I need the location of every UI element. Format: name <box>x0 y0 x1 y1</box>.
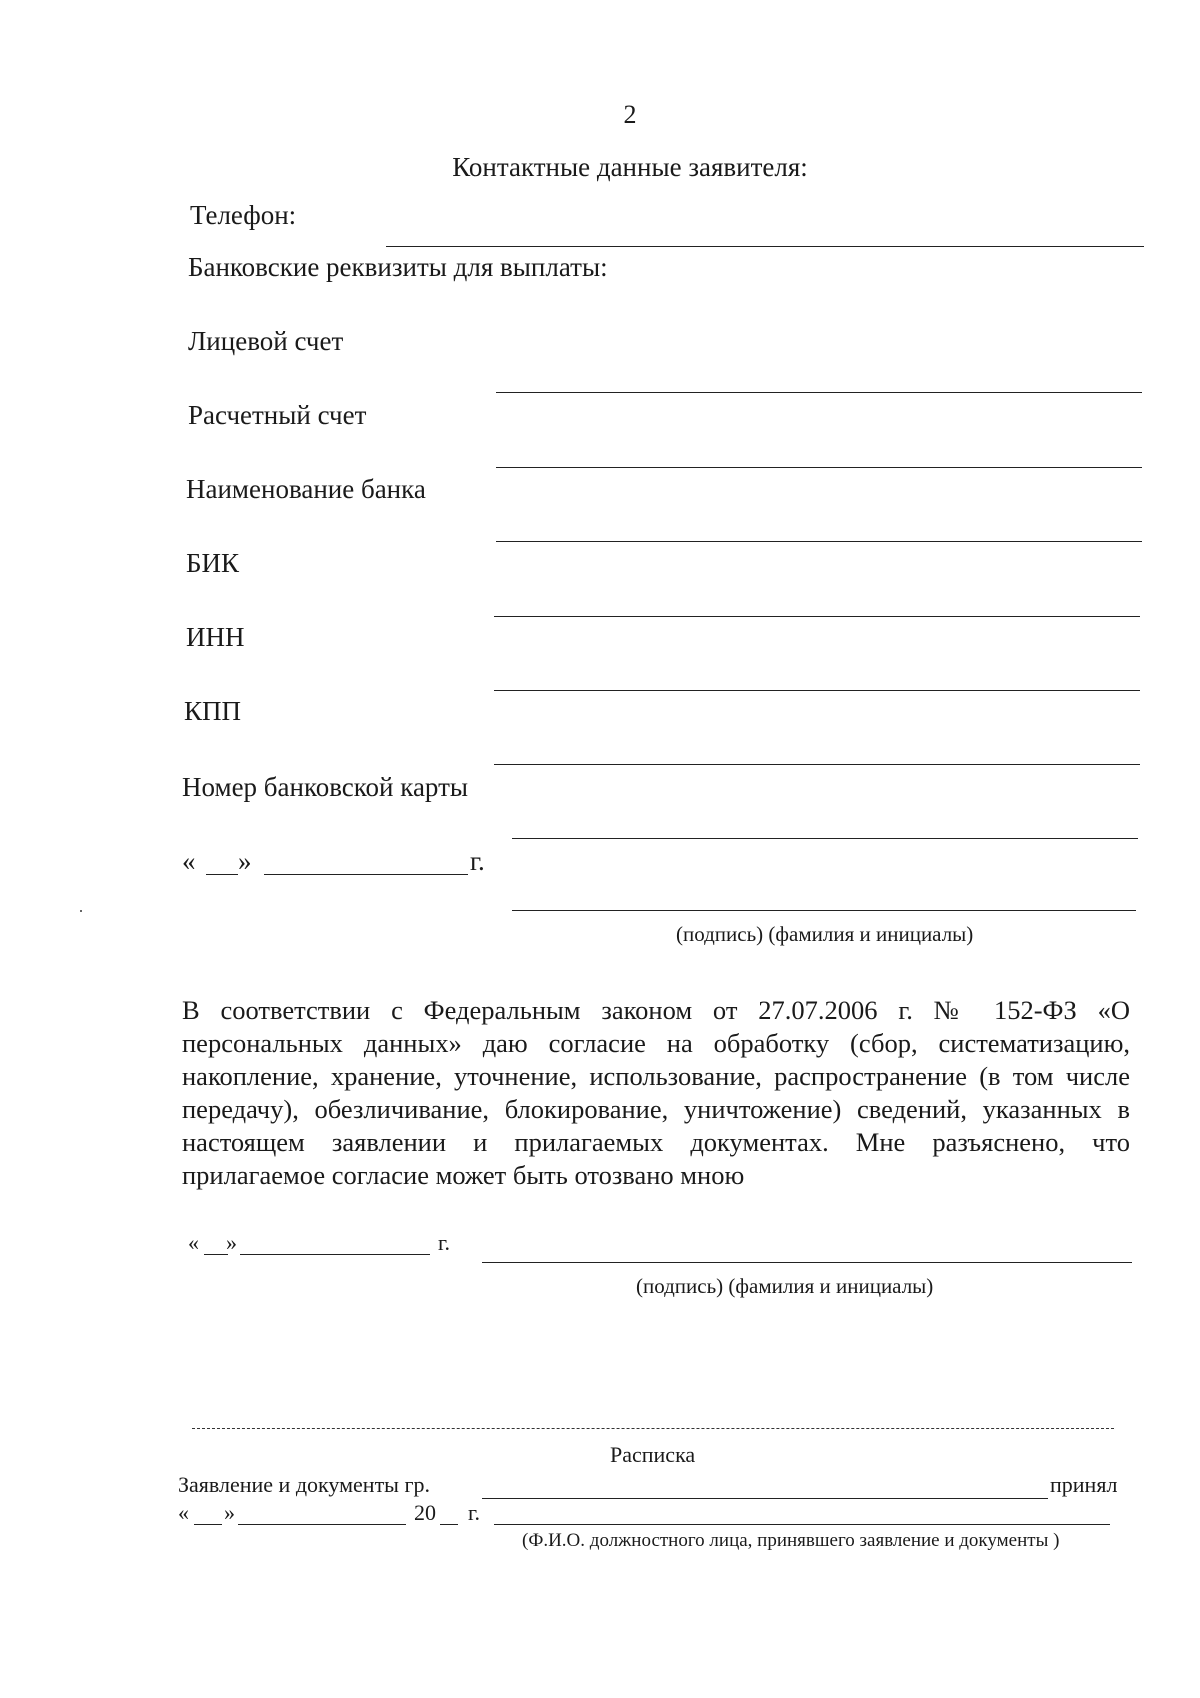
signature-caption: (подпись) (фамилия и инициалы) <box>676 922 974 946</box>
receipt-month-input-line[interactable] <box>238 1524 406 1525</box>
field-label-inn: ИНН <box>186 622 245 652</box>
settlement-account-input-line[interactable] <box>496 467 1142 468</box>
receipt-official-name-input-line[interactable] <box>494 1524 1110 1525</box>
receipt-line1-prefix: Заявление и документы гр. <box>178 1472 430 1497</box>
field-label-settlement-account: Расчетный счет <box>188 400 367 430</box>
bik-input-line[interactable] <box>494 616 1140 617</box>
date2-close-quote: » <box>226 1230 237 1255</box>
receipt-close-quote: » <box>224 1500 235 1525</box>
signature-input-line[interactable] <box>512 910 1136 911</box>
signature2-caption: (подпись) (фамилия и инициалы) <box>636 1274 934 1298</box>
signature2-input-line[interactable] <box>482 1262 1132 1263</box>
receipt-open-quote: « <box>178 1500 189 1525</box>
card-number-input-line[interactable] <box>512 838 1138 839</box>
date2-day-input-line[interactable] <box>204 1254 228 1255</box>
receipt-day-input-line[interactable] <box>194 1524 222 1525</box>
field-label-bank-name: Наименование банка <box>186 474 426 504</box>
date-month-input-line[interactable] <box>264 874 468 875</box>
field-label-kpp: КПП <box>184 696 242 726</box>
receipt-year-input-line[interactable] <box>440 1524 458 1525</box>
bank-details-label: Банковские реквизиты для выплаты: <box>188 252 608 282</box>
page-number: 2 <box>623 100 637 129</box>
receipt-title: Расписка <box>610 1442 696 1467</box>
receipt-line1-suffix: принял <box>1050 1472 1118 1497</box>
receipt-year-suffix: г. <box>468 1500 481 1525</box>
scan-speck <box>80 910 82 912</box>
inn-input-line[interactable] <box>494 690 1140 691</box>
personal-account-input-line[interactable] <box>496 392 1142 393</box>
consent-paragraph: В соответствии с Федеральным законом от 27.07.2006 г. № 152-ФЗ «О персональных данных» даю согласие на обработку (сбор, систематизацию, накопление, хранение, уточнение, использование, распространение (в том числе передачу), обезличивание, блокирование, уничтожение) сведений, указанных в настоящем заявлении и прилагаемых документах. Мне разъяснено, что прилагаемое согласие может быть отозвано мною <box>182 995 1130 1190</box>
phone-input-line[interactable] <box>386 246 1144 247</box>
date-close-quote: » <box>238 846 252 876</box>
receipt-official-caption: (Ф.И.О. должностного лица, принявшего заявление и документы ) <box>522 1530 1060 1551</box>
field-label-bik: БИК <box>186 548 240 578</box>
cut-line <box>192 1428 1114 1429</box>
receipt-year-prefix: 20 <box>414 1500 436 1525</box>
date2-open-quote: « <box>188 1230 199 1255</box>
phone-label: Телефон: <box>190 200 297 230</box>
date-year-suffix: г. <box>470 846 485 876</box>
receipt-citizen-name-input-line[interactable] <box>482 1498 1048 1499</box>
kpp-input-line[interactable] <box>494 764 1140 765</box>
date-open-quote: « <box>182 846 196 876</box>
date2-year-suffix: г. <box>438 1230 451 1255</box>
field-label-card-number: Номер банковской карты <box>182 772 469 802</box>
date2-month-input-line[interactable] <box>240 1254 430 1255</box>
date-day-input-line[interactable] <box>206 874 238 875</box>
contacts-title: Контактные данные заявителя: <box>452 152 808 182</box>
field-label-personal-account: Лицевой счет <box>188 326 344 356</box>
bank-name-input-line[interactable] <box>496 541 1142 542</box>
